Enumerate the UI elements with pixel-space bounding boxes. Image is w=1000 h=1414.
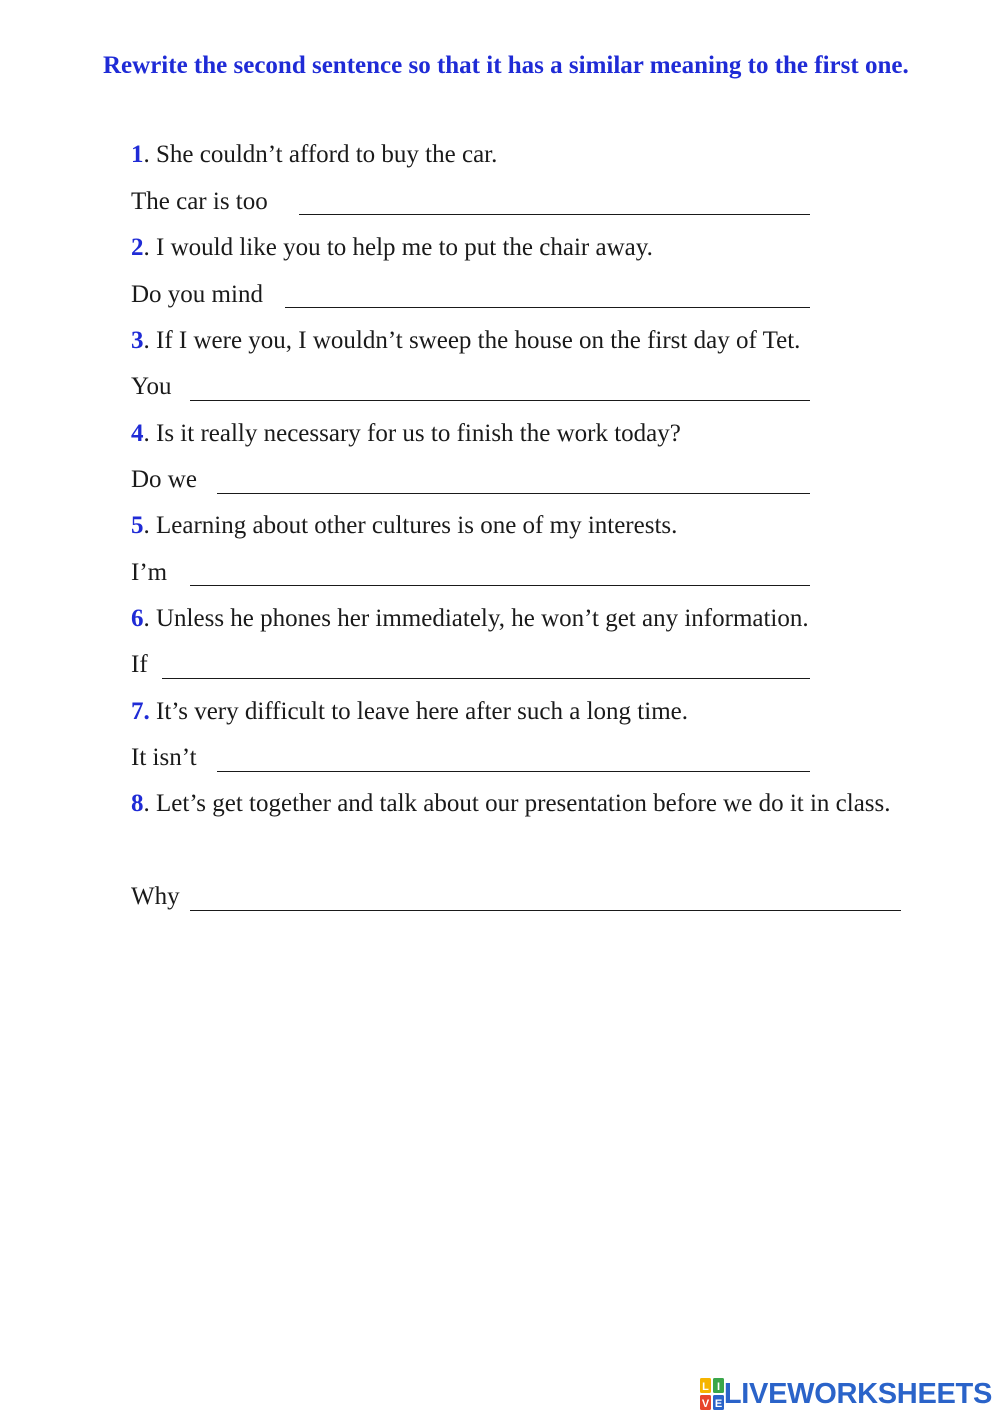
question-5-prompt: I’m [131, 559, 168, 586]
question-7-prompt: It isn’t [131, 744, 197, 771]
question-text: She couldn’t afford to buy the car. [149, 141, 498, 168]
logo-letter: E [714, 1398, 723, 1410]
question-5-sentence: 5. Learning about other cultures is one of my interests. [131, 512, 678, 539]
question-6-prompt: If [131, 651, 148, 678]
question-text: Let’s get together and talk about our presentation before we do it in class. [149, 790, 891, 817]
question-2-prompt: Do you mind [131, 281, 263, 308]
answer-blank-4[interactable] [217, 493, 810, 494]
brand-name: LIVEWORKSHEETS [723, 1377, 992, 1410]
liveworksheets-logo [700, 1374, 992, 1414]
question-6-sentence: 6. Unless he phones her immediately, he won’t get any information. [131, 605, 809, 632]
question-text: Learning about other cultures is one of my interests. [149, 512, 678, 539]
question-number: 8 [131, 790, 144, 817]
answer-blank-1[interactable] [299, 214, 810, 215]
question-7-sentence [131, 696, 688, 728]
question-number: 2 [131, 234, 144, 261]
question-number: 6 [131, 605, 144, 632]
answer-blank-2[interactable] [285, 307, 810, 308]
question-4-sentence: 4. Is it really necessary for us to finish the work today? [131, 420, 681, 447]
question-number: 3 [131, 327, 144, 354]
question-text: It’s very difficult to leave here after such a long time. [149, 698, 688, 725]
question-4-prompt: Do we [131, 466, 197, 493]
question-1-prompt: The car is too [131, 188, 268, 215]
question-1-sentence: 1. She couldn’t afford to buy the car. [131, 141, 498, 168]
answer-blank-5[interactable] [190, 585, 810, 586]
answer-blank-6[interactable] [162, 678, 810, 679]
question-2-sentence: 2. I would like you to help me to put the chair away. [131, 234, 653, 261]
question-number: 5 [131, 512, 144, 539]
question-text: If I were you, I wouldn’t sweep the house on the first day of Tet. [149, 327, 801, 354]
question-3-sentence: 3. If I were you, I wouldn’t sweep the house on the first day of Tet. [131, 327, 801, 354]
logo-letter: L [702, 1381, 709, 1393]
liveworksheets-logo-icon [700, 1378, 724, 1410]
answer-blank-7[interactable] [217, 771, 810, 772]
answer-blank-8[interactable] [190, 910, 901, 911]
logo-letter: I [716, 1381, 720, 1393]
question-8-sentence: 8. Let’s get together and talk about our presentation before we do it in class. [131, 790, 891, 817]
question-8-prompt: Why [131, 883, 180, 910]
logo-letter: V [701, 1398, 710, 1410]
instruction-heading: Rewrite the second sentence so that it has a similar meaning to the first one. [103, 52, 909, 79]
question-number: 4 [131, 420, 144, 447]
question-number: 7. [131, 698, 150, 725]
question-text: Unless he phones her immediately, he won’t get any information. [149, 605, 809, 632]
question-text: I would like you to help me to put the chair away. [149, 234, 653, 261]
question-text: Is it really necessary for us to finish the work today? [149, 420, 681, 447]
question-number: 1 [131, 141, 144, 168]
question-3-prompt: You [131, 373, 172, 400]
answer-blank-3[interactable] [190, 400, 810, 401]
